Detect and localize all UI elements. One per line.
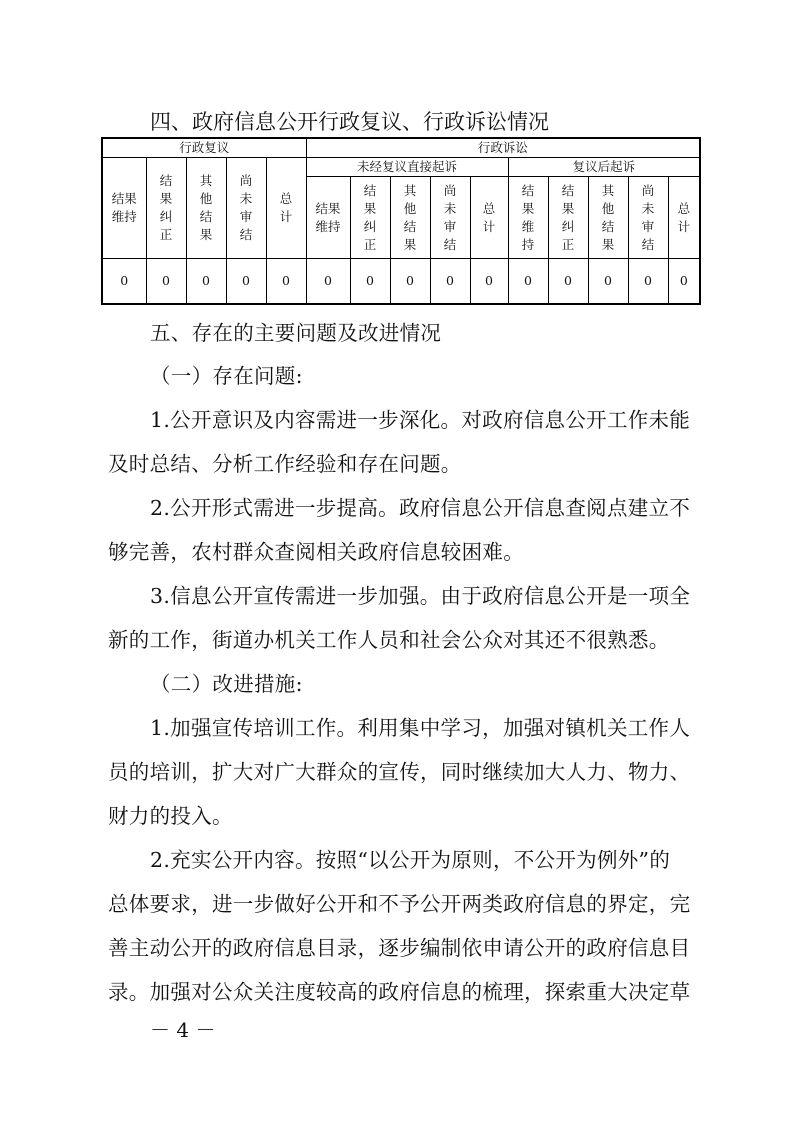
section-4-title: 四、政府信息公开行政复议、行政诉讼情况: [150, 110, 549, 134]
paragraph-line: 录。加强对公众关注度较高的政府信息的梳理，探索重大决定草: [108, 980, 691, 1004]
table-cell: 0: [306, 259, 350, 304]
table-cell: 0: [588, 259, 628, 304]
paragraph-line: 够完善，农村群众查阅相关政府信息较困难。: [108, 540, 524, 564]
after-pending-header: 尚未审结: [628, 177, 668, 259]
paragraph-line: 1.公开意识及内容需进一步深化。对政府信息公开工作未能: [150, 408, 691, 432]
review-maintain-header: 结果维持: [102, 158, 146, 259]
review-total-header: 总计: [266, 158, 306, 259]
table-cell: 0: [390, 259, 430, 304]
table-cell: 0: [146, 259, 186, 304]
subsection-heading: （二）改进措施:: [150, 672, 303, 696]
direct-suit-header: 未经复议直接起诉: [306, 158, 508, 177]
review-corrected-header: 结果纠正: [146, 158, 186, 259]
review-litigation-table: [101, 137, 701, 305]
table-cell: 0: [102, 259, 146, 304]
table-cell: 0: [470, 259, 508, 304]
subsection-heading: （一）存在问题:: [150, 364, 303, 388]
table-cell: 0: [266, 259, 306, 304]
after-review-suit-header: 复议后起诉: [508, 158, 700, 177]
paragraph-line: 员的培训，扩大对广大群众的宣传，同时继续加大人力、物力、: [108, 760, 691, 784]
paragraph-line: 2.公开形式需进一步提高。政府信息公开信息查阅点建立不: [150, 496, 691, 520]
paragraph-line: 善主动公开的政府信息目录，逐步编制依申请公开的政府信息目: [108, 936, 691, 960]
section-5-title: 五、存在的主要问题及改进情况: [150, 321, 442, 345]
direct-corrected-header: 结果纠正: [350, 177, 390, 259]
paragraph-line: 2.充实公开内容。按照“以公开为原则，不公开为例外”的: [150, 848, 671, 872]
admin-review-header: 行政复议: [102, 138, 306, 158]
after-corrected-header: 结果纠正: [548, 177, 588, 259]
table-cell: 0: [668, 259, 700, 304]
direct-maintain-header: 结果维持: [306, 177, 350, 259]
paragraph-line: 新的工作，街道办机关工作人员和社会公众对其还不很熟悉。: [108, 628, 670, 652]
table-cell: 0: [226, 259, 266, 304]
table-cell: 0: [628, 259, 668, 304]
after-other-header: 其他结果: [588, 177, 628, 259]
paragraph-line: 总体要求，进一步做好公开和不予公开两类政府信息的界定，完: [108, 892, 691, 916]
after-total-header: 总计: [668, 177, 700, 259]
admin-litigation-header: 行政诉讼: [306, 138, 700, 158]
paragraph-line: 财力的投入。: [108, 804, 233, 828]
page-number: － 4 －: [150, 1018, 216, 1042]
table-cell: 0: [430, 259, 470, 304]
table-cell: 0: [350, 259, 390, 304]
review-pending-header: 尚未审结: [226, 158, 266, 259]
table-cell: 0: [186, 259, 226, 304]
table-cell: 0: [508, 259, 548, 304]
direct-total-header: 总计: [470, 177, 508, 259]
table-cell: 0: [548, 259, 588, 304]
paragraph-line: 及时总结、分析工作经验和存在问题。: [108, 452, 462, 476]
paragraph-line: 1.加强宣传培训工作。利用集中学习，加强对镇机关工作人: [150, 716, 691, 740]
direct-other-header: 其他结果: [390, 177, 430, 259]
paragraph-line: 3.信息公开宣传需进一步加强。由于政府信息公开是一项全: [150, 584, 691, 608]
review-other-header: 其他结果: [186, 158, 226, 259]
after-maintain-header: 结果维持: [508, 177, 548, 259]
direct-pending-header: 尚未审结: [430, 177, 470, 259]
